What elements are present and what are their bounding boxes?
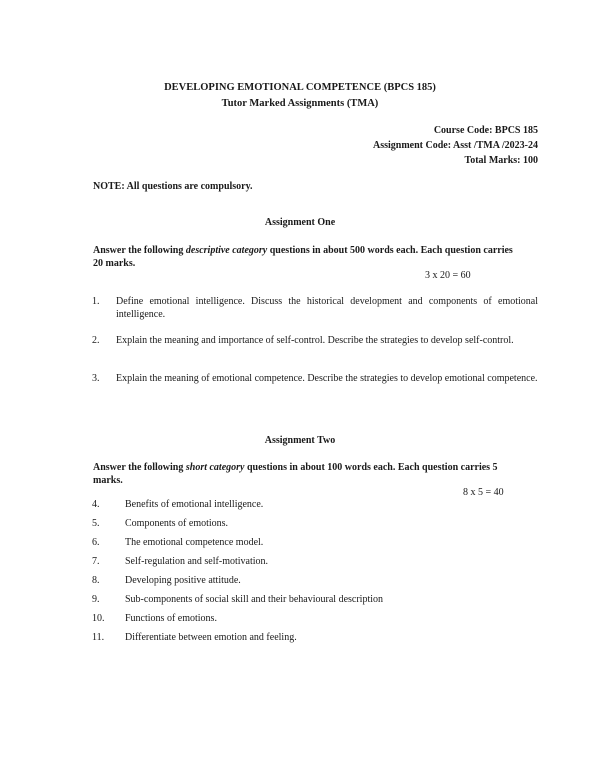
question-number: 5.: [92, 518, 100, 529]
question-item: [92, 295, 538, 321]
question-text: The emotional competence model.: [125, 537, 264, 548]
total-marks: Total Marks: 100: [464, 155, 538, 166]
assignment-two-heading: Assignment Two: [264, 435, 336, 446]
question-number: 11.: [92, 632, 105, 643]
question-item: [92, 632, 297, 643]
question-item: [92, 613, 217, 624]
question-item: [92, 518, 228, 529]
question-text: Sub-components of social skill and their behavioural description: [125, 594, 383, 605]
question-item: [92, 556, 268, 567]
question-text: Define emotional intelligence. Discuss the historical development and components of emotional intelligence.: [116, 296, 538, 320]
question-number: 9.: [92, 594, 100, 605]
question-text: Functions of emotions.: [125, 613, 217, 624]
question-item: [92, 594, 383, 605]
question-number: 3.: [92, 373, 100, 384]
question-text: Differentiate between emotion and feeling.: [125, 632, 297, 643]
assignment-two-marks: 8 x 5 = 40: [463, 487, 504, 498]
question-number: 6.: [92, 537, 100, 548]
course-code: Course Code: BPCS 185: [433, 125, 538, 136]
question-number: 10.: [92, 613, 105, 624]
document-subtitle: Tutor Marked Assignments (TMA): [221, 98, 379, 109]
question-number: 7.: [92, 556, 100, 567]
question-item: [92, 499, 263, 510]
document-title: DEVELOPING EMOTIONAL COMPETENCE (BPCS 185): [164, 82, 436, 93]
question-item: [92, 537, 263, 548]
question-number: 1.: [92, 296, 100, 307]
assignment-one-instruction: Answer the following descriptive category questions in about 500 words each. Each question carries 20 marks.: [93, 245, 513, 269]
question-text: Self-regulation and self-motivation.: [125, 556, 269, 567]
question-number: 4.: [92, 499, 100, 510]
assignment-one-marks: 3 x 20 = 60: [425, 270, 471, 281]
assignment-two-instruction: Answer the following short category questions in about 100 words each. Each question carries 5 marks.: [93, 462, 498, 486]
assignment-code: Assignment Code: Asst /TMA /2023-24: [372, 140, 538, 151]
question-text: Explain the meaning and importance of self-control. Describe the strategies to develop self-control.: [116, 335, 514, 346]
note: NOTE: All questions are compulsory.: [93, 181, 253, 192]
question-item: [92, 372, 538, 385]
question-item: [92, 334, 538, 347]
question-text: Explain the meaning of emotional competence. Describe the strategies to develop emotional competence.: [116, 373, 538, 384]
question-number: 2.: [92, 335, 100, 346]
question-text: Components of emotions.: [125, 518, 229, 529]
assignment-one-heading: Assignment One: [264, 217, 336, 228]
question-number: 8.: [92, 575, 100, 586]
question-text: Benefits of emotional intelligence.: [125, 499, 264, 510]
question-text: Developing positive attitude.: [125, 575, 241, 586]
question-item: [92, 575, 241, 586]
